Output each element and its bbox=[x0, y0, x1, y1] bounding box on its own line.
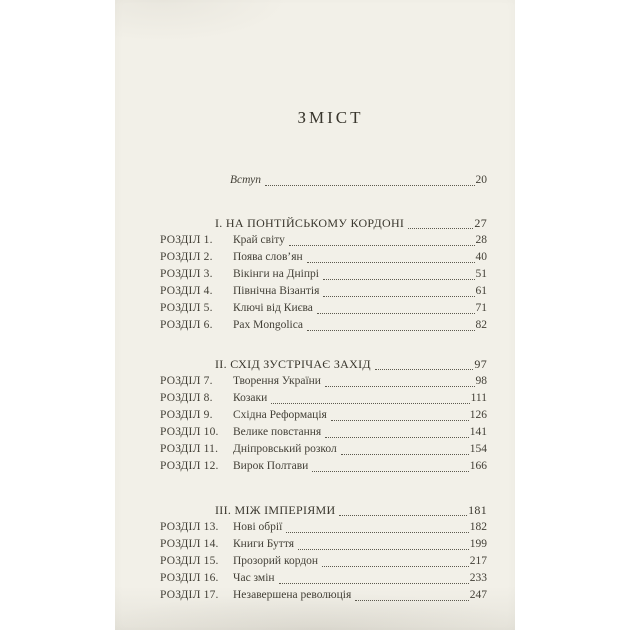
chapter-title: Вікінги на Дніпрі bbox=[233, 268, 319, 280]
chapter-row bbox=[160, 249, 487, 266]
chapter-row bbox=[160, 407, 487, 424]
chapter-label: РОЗДІЛ 1. bbox=[160, 234, 213, 246]
dot-leader bbox=[271, 403, 469, 404]
chapter-label: РОЗДІЛ 10. bbox=[160, 426, 219, 438]
chapter-rows bbox=[160, 519, 487, 604]
chapter-row bbox=[160, 283, 487, 300]
chapter-label: РОЗДІЛ 3. bbox=[160, 268, 213, 280]
section-page-number: 181 bbox=[468, 503, 487, 517]
dot-leader bbox=[317, 313, 475, 314]
chapter-page-number: 217 bbox=[469, 555, 487, 567]
chapter-label: РОЗДІЛ 6. bbox=[160, 319, 213, 331]
chapter-row bbox=[160, 317, 487, 334]
chapter-title: Велике повстання bbox=[233, 426, 322, 438]
chapter-title: Вирок Полтави bbox=[233, 460, 309, 472]
dot-leader bbox=[325, 437, 469, 438]
chapter-row bbox=[160, 458, 487, 475]
dot-leader bbox=[298, 549, 469, 550]
chapter-label: РОЗДІЛ 11. bbox=[160, 443, 219, 455]
intro-row bbox=[160, 172, 487, 189]
chapter-title: Козаки bbox=[233, 392, 268, 404]
chapter-page-number: 40 bbox=[475, 251, 487, 263]
chapter-row bbox=[160, 300, 487, 317]
chapter-label: РОЗДІЛ 5. bbox=[160, 302, 213, 314]
chapter-page-number: 154 bbox=[469, 443, 487, 455]
chapter-title: Pax Mongolica bbox=[233, 319, 303, 331]
section-heading: ІІІ. МІЖ ІМПЕРІЯМИ bbox=[215, 503, 336, 517]
chapter-page-number: 126 bbox=[469, 409, 487, 421]
sections bbox=[160, 215, 487, 604]
chapter-page-number: 233 bbox=[469, 572, 487, 584]
chapter-title: Незавершена революція bbox=[233, 589, 352, 601]
chapter-rows bbox=[160, 232, 487, 334]
chapter-row bbox=[160, 553, 487, 570]
chapter-title: Книги Буття bbox=[233, 538, 294, 550]
chapter-row bbox=[160, 441, 487, 458]
intro-label: Вступ bbox=[230, 174, 262, 186]
dot-leader bbox=[341, 454, 469, 455]
chapter-label: РОЗДІЛ 2. bbox=[160, 251, 213, 263]
chapter-page-number: 28 bbox=[475, 234, 487, 246]
chapter-page-number: 51 bbox=[475, 268, 487, 280]
chapter-label: РОЗДІЛ 14. bbox=[160, 538, 219, 550]
chapter-row bbox=[160, 390, 487, 407]
chapter-row bbox=[160, 587, 487, 604]
section-heading-row bbox=[160, 215, 487, 232]
chapter-label: РОЗДІЛ 16. bbox=[160, 572, 219, 584]
chapter-page-number: 98 bbox=[475, 375, 487, 387]
dot-leader bbox=[323, 296, 474, 297]
chapter-page-number: 141 bbox=[469, 426, 487, 438]
chapter-page-number: 111 bbox=[470, 392, 487, 404]
chapter-row bbox=[160, 232, 487, 249]
chapter-row bbox=[160, 424, 487, 441]
book-page bbox=[115, 0, 515, 630]
chapter-page-number: 182 bbox=[469, 521, 487, 533]
section-page-number: 97 bbox=[474, 357, 487, 371]
dot-leader bbox=[325, 386, 475, 387]
section-heading: І. НА ПОНТІЙСЬКОМУ КОРДОНІ bbox=[215, 216, 405, 230]
toc-section bbox=[160, 502, 487, 604]
chapter-title: Східна Реформація bbox=[233, 409, 327, 421]
chapter-row bbox=[160, 570, 487, 587]
chapter-page-number: 61 bbox=[475, 285, 487, 297]
chapter-row bbox=[160, 373, 487, 390]
toc-section bbox=[160, 356, 487, 475]
toc-section bbox=[160, 215, 487, 334]
chapter-title: Поява слов’ян bbox=[233, 251, 303, 263]
dot-leader bbox=[307, 330, 475, 331]
dot-leader bbox=[355, 600, 468, 601]
dot-leader bbox=[323, 279, 475, 280]
chapter-title: Час змін bbox=[233, 572, 275, 584]
chapter-row bbox=[160, 266, 487, 283]
chapter-row bbox=[160, 519, 487, 536]
chapter-title: Ключі від Києва bbox=[233, 302, 313, 314]
dot-leader bbox=[331, 420, 469, 421]
dot-leader bbox=[289, 245, 475, 246]
chapter-page-number: 247 bbox=[469, 589, 487, 601]
section-page-number: 27 bbox=[474, 216, 487, 230]
chapter-label: РОЗДІЛ 15. bbox=[160, 555, 219, 567]
page-title: ЗМІСТ bbox=[297, 108, 364, 127]
dot-leader bbox=[339, 515, 467, 516]
chapter-title: Нові обрії bbox=[233, 521, 283, 533]
toc-content bbox=[115, 106, 515, 630]
chapter-label: РОЗДІЛ 9. bbox=[160, 409, 213, 421]
chapter-label: РОЗДІЛ 12. bbox=[160, 460, 219, 472]
chapter-page-number: 199 bbox=[469, 538, 487, 550]
chapter-title: Творення України bbox=[233, 375, 321, 387]
dot-leader bbox=[279, 583, 469, 584]
chapter-title: Дніпровський розкол bbox=[233, 443, 337, 455]
chapter-row bbox=[160, 536, 487, 553]
chapter-label: РОЗДІЛ 7. bbox=[160, 375, 213, 387]
section-heading: ІІ. СХІД ЗУСТРІЧАЄ ЗАХІД bbox=[215, 357, 371, 371]
section-heading-row bbox=[160, 356, 487, 373]
chapter-page-number: 82 bbox=[475, 319, 487, 331]
chapter-label: РОЗДІЛ 13. bbox=[160, 521, 219, 533]
chapter-title: Північна Візантія bbox=[233, 285, 320, 297]
dot-leader bbox=[265, 185, 474, 186]
dot-leader bbox=[375, 369, 474, 370]
chapter-label: РОЗДІЛ 4. bbox=[160, 285, 213, 297]
chapter-page-number: 166 bbox=[469, 460, 487, 472]
chapter-label: РОЗДІЛ 8. bbox=[160, 392, 213, 404]
chapter-rows bbox=[160, 373, 487, 475]
section-heading-row bbox=[160, 502, 487, 519]
dot-leader bbox=[312, 471, 468, 472]
dot-leader bbox=[307, 262, 475, 263]
chapter-title: Край світу bbox=[233, 234, 285, 246]
dot-leader bbox=[408, 228, 473, 229]
intro-page-number: 20 bbox=[475, 174, 487, 186]
chapter-page-number: 71 bbox=[475, 302, 487, 314]
chapter-label: РОЗДІЛ 17. bbox=[160, 589, 219, 601]
chapter-title: Прозорий кордон bbox=[233, 555, 319, 567]
dot-leader bbox=[286, 532, 468, 533]
dot-leader bbox=[322, 566, 469, 567]
